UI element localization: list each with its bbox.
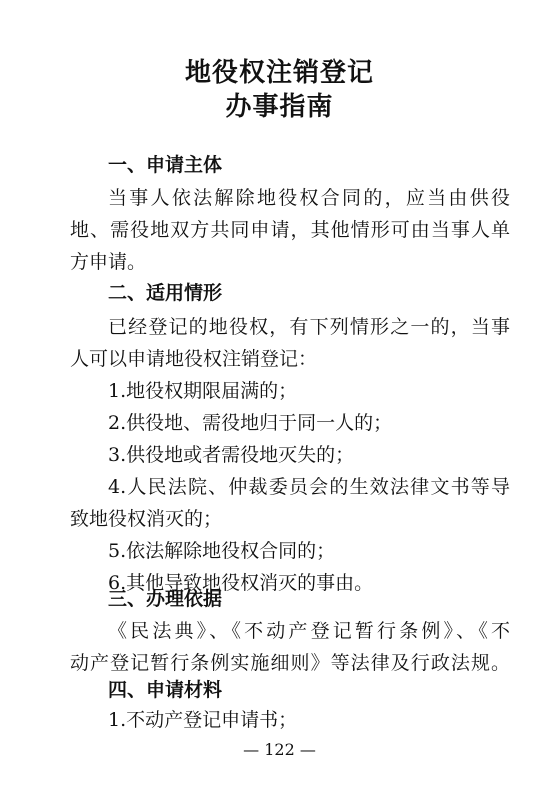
paragraph-line: 当事人依法解除地役权合同的，应当由供役 [108,187,510,209]
paragraph-line: 地、需役地双方共同申请，其他情形可由当事人单 [70,219,510,241]
paragraph-line: 《民法典》、《不动产登记暂行条例》、《不 [108,620,510,642]
list-item: 4.人民法院、仲裁委员会的生效法律文书等导 [108,476,510,498]
section-heading-application-materials: 四、申请材料 [108,679,223,701]
page-number: — 122 — [243,740,316,759]
section-heading-applicable-cases: 二、适用情形 [108,282,223,304]
list-item-continuation: 致地役权消灭的； [70,508,223,530]
document-title: 地役权注销登记 [184,58,374,88]
paragraph-line: 已经登记的地役权，有下列情形之一的，当事 [108,316,510,338]
section-heading-legal-basis: 三、办理依据 [108,588,223,610]
document-subtitle: 办事指南 [225,92,334,122]
paragraph-line: 动产登记暂行条例实施细则》等法律及行政法规。 [70,652,510,674]
list-item: 3.供役地或者需役地灭失的； [108,444,355,466]
paragraph-line: 方申请。 [70,251,147,273]
section-heading-applicant: 一、申请主体 [108,154,223,176]
list-item: 6.其他导致地役权消灭的事由。 [108,572,374,594]
list-item: 5.依法解除地役权合同的； [108,540,336,562]
list-item: 1.地役权期限届满的； [108,380,298,402]
list-item: 1.不动产登记申请书； [108,709,298,731]
list-item: 2.供役地、需役地归于同一人的； [108,412,393,434]
paragraph-line: 人可以申请地役权注销登记： [70,348,318,370]
